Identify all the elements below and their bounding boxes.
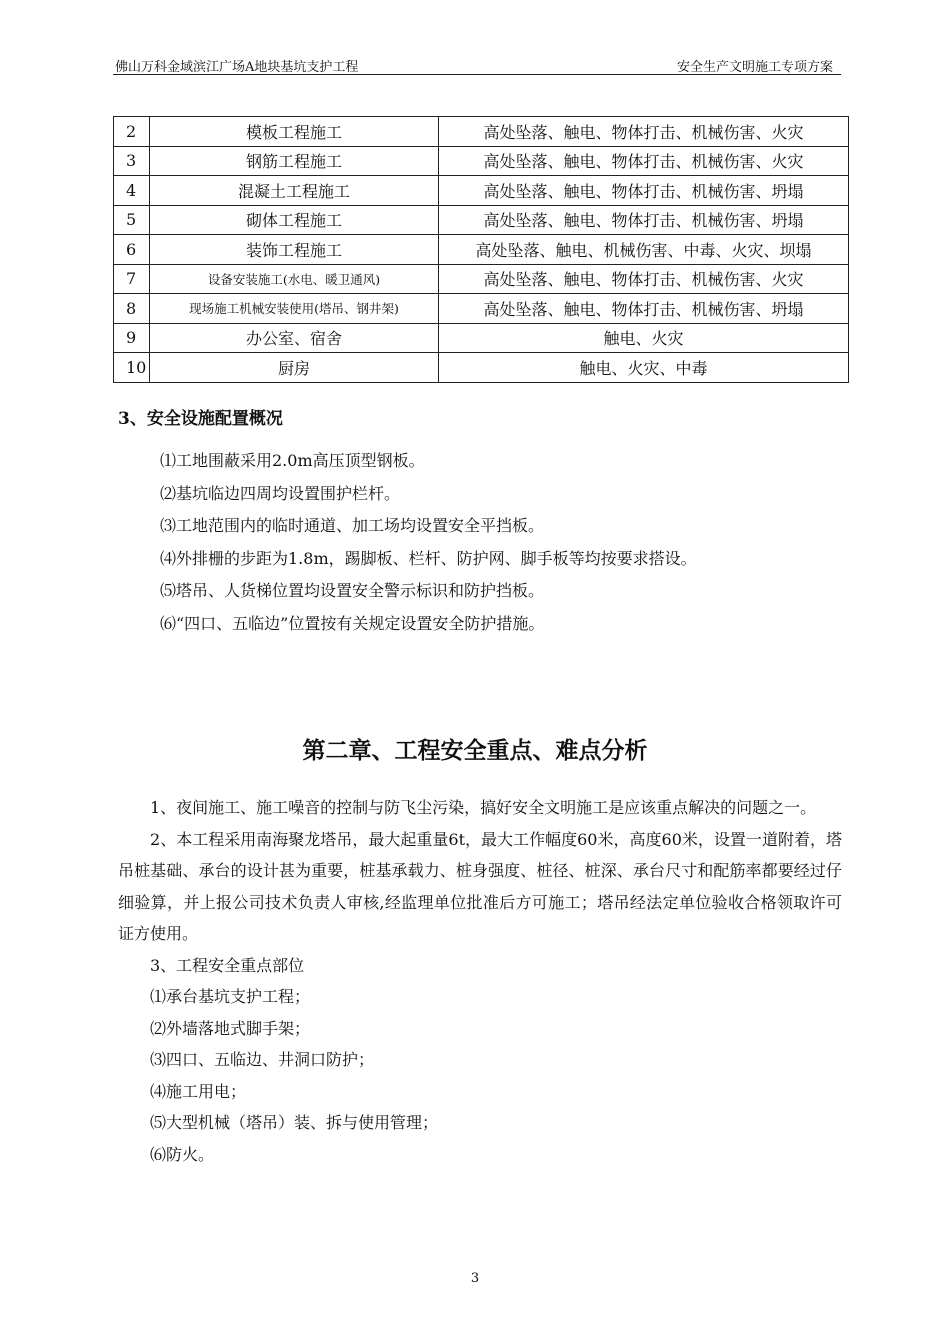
list-item: ⑶四口、五临边、井洞口防护； — [150, 1050, 375, 1069]
chapter-title: 第二章、工程安全重点、难点分析 — [302, 737, 648, 764]
list-item: ⑷施工用电； — [150, 1081, 247, 1101]
list-item: ⑸塔吊、人货梯位置均设置安全警示标识和防护挡板。 — [160, 581, 545, 600]
hazard-cell: 高处坠落、触电、物体打击、机械伤害、坍塌 — [439, 176, 849, 206]
hazard-cell: 高处坠落、触电、物体打击、机械伤害、坍塌 — [439, 205, 849, 235]
table-row — [114, 323, 849, 353]
paragraph: 2、本工程采用南海聚龙塔吊，最大起重量6t，最大工作幅度60米，高度60米，设置一道附着，塔吊桩基础、承台的设计甚为重要，桩基承载力、桩身强度、桩径、桩深、承台尺寸和配筋率都要经过仔细验算，并上报公司技术负责人审核,经监理单位批准后方可施工；塔吊经法定单位验收合格领取许可证方使用。 — [118, 829, 842, 943]
chapter-body — [118, 792, 842, 1170]
row-number-cell: 10 — [114, 353, 150, 383]
work-item-cell: 混凝土工程施工 — [150, 176, 439, 206]
list-item: ⑹“四口、五临边”位置按有关规定设置安全防护措施。 — [160, 613, 545, 633]
list-item: ⑴承台基坑支护工程； — [150, 987, 311, 1006]
table-row — [114, 264, 849, 294]
hazard-cell: 高处坠落、触电、物体打击、机械伤害、火灾 — [439, 264, 849, 294]
header-project-name: 佛山万科金域滨江广场A地块基坑支护工程 — [115, 60, 359, 75]
paragraph: 1、夜间施工、施工噪音的控制与防飞尘污染，搞好安全文明施工是应该重点解决的问题之一。 — [150, 798, 817, 817]
row-number-cell: 8 — [114, 294, 150, 324]
work-item-cell: 装饰工程施工 — [150, 235, 439, 265]
list-item: ⑷外排栅的步距为1.8m，踢脚板、栏杆、防护网、脚手板等均按要求搭设。 — [160, 548, 697, 568]
list-item: ⑸大型机械（塔吊）装、拆与使用管理； — [150, 1113, 439, 1132]
section-title-safety-facilities: 3、安全设施配置概况 — [118, 409, 283, 429]
work-item-cell: 模板工程施工 — [150, 117, 439, 147]
row-number-cell: 4 — [114, 176, 150, 206]
table-row — [114, 235, 849, 265]
work-item-cell: 办公室、宿舍 — [150, 323, 439, 353]
safety-facilities-list — [160, 448, 840, 643]
table-row — [114, 294, 849, 324]
row-number-cell: 7 — [114, 264, 150, 294]
page-header — [113, 54, 841, 75]
header-document-title: 安全生产文明施工专项方案 — [676, 60, 833, 75]
hazard-cell: 高处坠落、触电、机械伤害、中毒、火灾、坝塌 — [439, 235, 849, 265]
table-row — [114, 117, 849, 147]
table-row — [114, 353, 849, 383]
hazard-cell: 触电、火灾、中毒 — [439, 353, 849, 383]
table-row — [114, 205, 849, 235]
list-item: ⑶工地范围内的临时通道、加工场均设置安全平挡板。 — [160, 516, 545, 535]
hazard-cell: 触电、火灾 — [439, 323, 849, 353]
table-row — [114, 146, 849, 176]
hazard-cell: 高处坠落、触电、物体打击、机械伤害、火灾 — [439, 117, 849, 147]
page-number: 3 — [470, 1271, 480, 1286]
work-item-cell: 厨房 — [150, 353, 439, 383]
hazard-cell: 高处坠落、触电、物体打击、机械伤害、坍塌 — [439, 294, 849, 324]
row-number-cell: 2 — [114, 117, 150, 147]
list-item: ⑵基坑临边四周均设置围护栏杆。 — [160, 483, 401, 503]
list-item: ⑵外墙落地式脚手架； — [150, 1018, 311, 1038]
work-item-cell: 现场施工机械安装使用(塔吊、钢井架) — [150, 294, 439, 324]
paragraph: 3、工程安全重点部位 — [150, 955, 305, 975]
row-number-cell: 9 — [114, 323, 150, 353]
list-item: ⑹防火。 — [150, 1144, 215, 1164]
row-number-cell: 6 — [114, 235, 150, 265]
hazard-table — [113, 116, 849, 383]
work-item-cell: 砌体工程施工 — [150, 205, 439, 235]
work-item-cell: 设备安装施工(水电、暖卫通风) — [150, 264, 439, 294]
row-number-cell: 3 — [114, 146, 150, 176]
row-number-cell: 5 — [114, 205, 150, 235]
work-item-cell: 钢筋工程施工 — [150, 146, 439, 176]
hazard-cell: 高处坠落、触电、物体打击、机械伤害、火灾 — [439, 146, 849, 176]
table-row — [114, 176, 849, 206]
list-item: ⑴工地围蔽采用2.0m高压顶型钢板。 — [160, 451, 425, 470]
